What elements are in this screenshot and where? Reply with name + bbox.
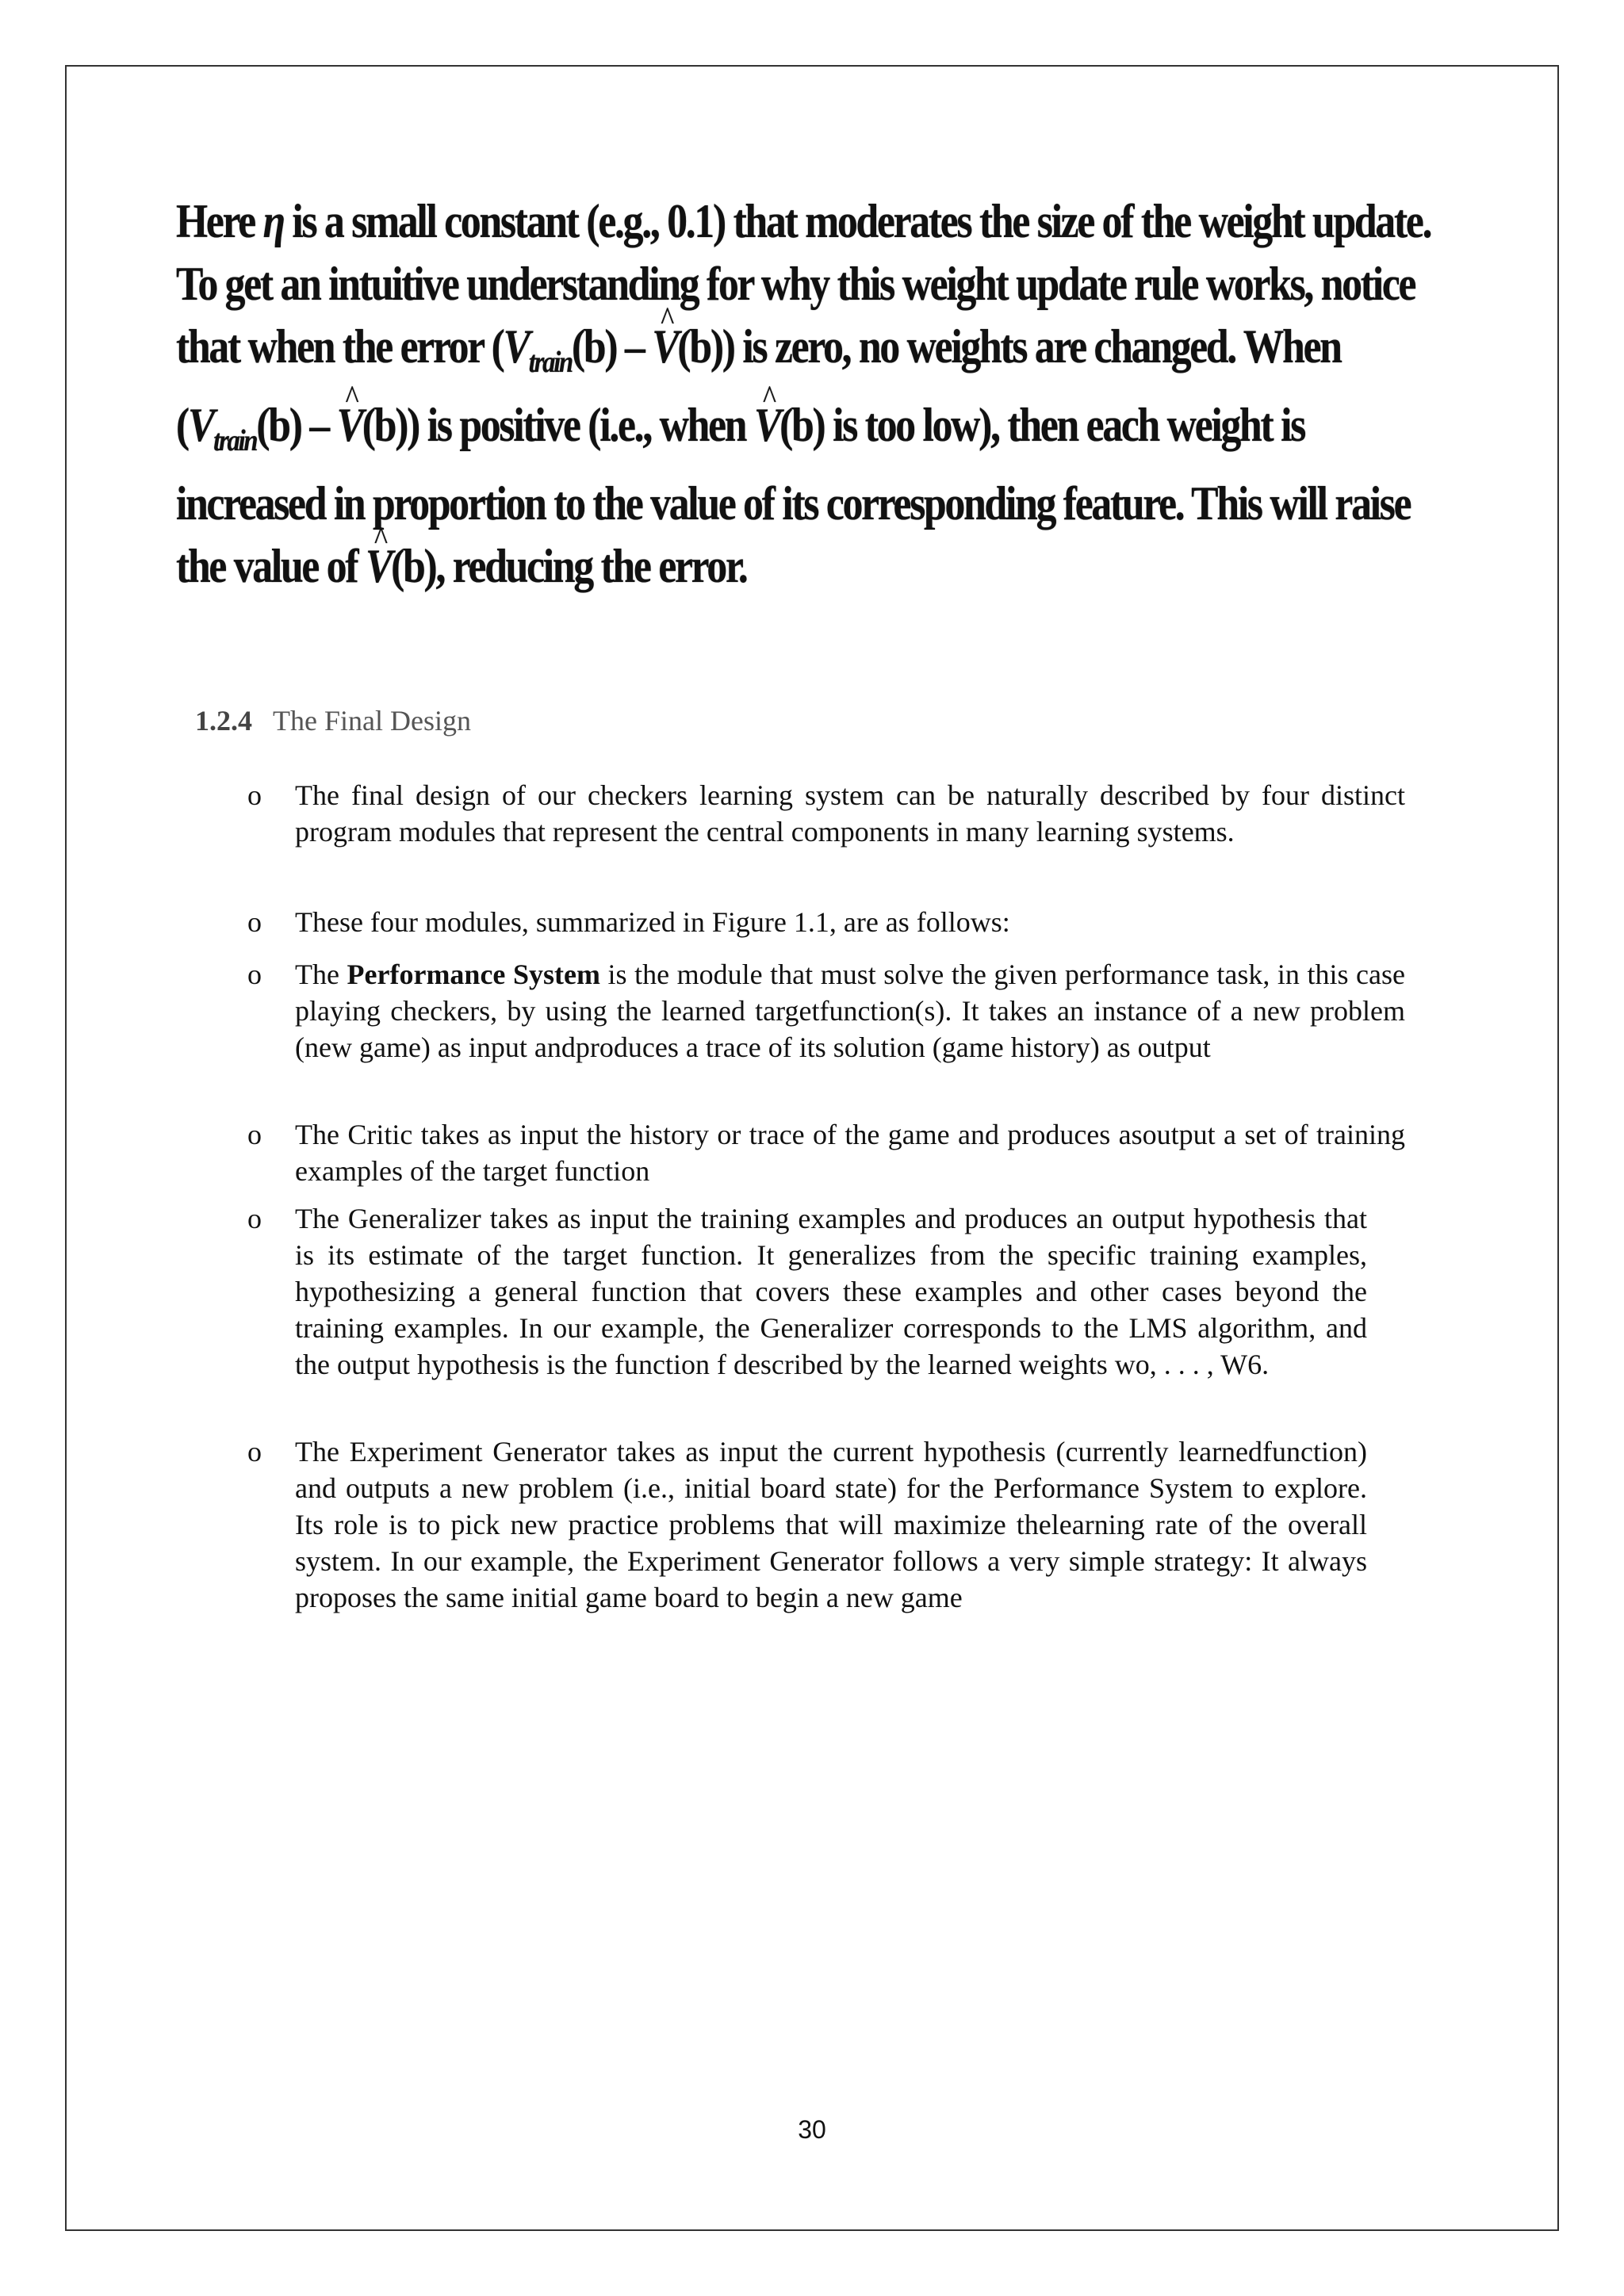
scan-line-1: Here η is a small constant (e.g., 0.1) that moderates the size of the weight update. [176, 195, 1431, 247]
section-heading [195, 704, 471, 737]
list-item-text: These four modules, summarized in Figure 1.1, are as follows: [295, 906, 1010, 938]
bullet-marker: o [247, 906, 262, 938]
bullet-marker: o [247, 779, 262, 811]
scan-line-5: increased in proportion to the value of its corresponding feature. This will raise [176, 477, 1411, 530]
list-item-text: The Performance System is the module that must solve the given performance task, in this case playing checkers, by using the learned targetfunction(s). It takes an instance of a new problem (new game) as input andproduces a trace of its solution (game history) as output [295, 959, 1405, 1063]
scan-line-3: that when the error ($V_{train}(b)$ – ^ V(b)) is zero, no weights are changed. When [176, 316, 1281, 394]
section-number: 1.2.4 [195, 705, 252, 737]
performance-system-term: Performance System [347, 959, 600, 990]
scan-line-2: To get an intuitive understanding for why this weight update rule works, notice [176, 258, 1415, 310]
bullet-marker: o [247, 1203, 262, 1234]
bullet-marker: o [247, 959, 262, 990]
scan-line-4: ($V_{train}(b)$ – ^ V(b)) is positive (i.e., when ^ V(b) is too low), then each weight is [176, 394, 1281, 473]
bullet-marker: o [247, 1436, 262, 1468]
list-item-text: The final design of our checkers learning system can be naturally described by four distinct program modules that represent the central components in many learning systems. [295, 779, 1405, 848]
page-number: 30 [798, 2115, 826, 2144]
scan-line-6: the value of ^ V(b), reducing the error. [176, 535, 1281, 598]
section-title: The Final Design [273, 705, 471, 737]
bullet-marker: o [247, 1119, 262, 1150]
list-item-text: The Critic takes as input the history or trace of the game and produces asoutput a set of training examples of the target function [295, 1119, 1405, 1187]
scanned-paragraph [176, 190, 1431, 598]
list-item-text: The Experiment Generator takes as input the current hypothesis (currently learnedfunction) and outputs a new problem (i.e., initial board state) for the Performance System to explore. Its role is to pick new practice problems that will maximize thelearning rate of the overall system. In our example, the Experiment Generator follows a very simple strategy: It always proposes the same initial game board to begin a new game [295, 1436, 1367, 1613]
list-item-text: The Generalizer takes as input the training examples and produces an output hypothesis that is its estimate of the target function. It generalizes from the specific training examples, hypothesizing a general function that covers these examples and other cases beyond the training examples. In our example, the Generalizer corresponds to the LMS algorithm, and the output hypothesis is the function f described by the learned weights wo, . . . , W6. [295, 1203, 1367, 1380]
